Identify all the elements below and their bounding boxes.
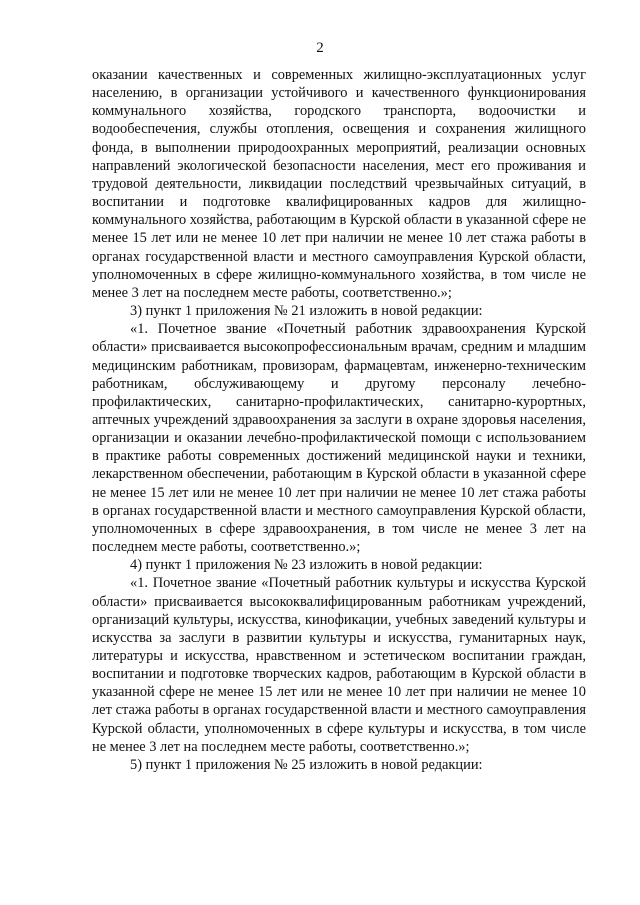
paragraph-item-4-heading: 4) пункт 1 приложения № 23 изложить в новой редакции: [130,557,483,574]
page-number: 2 [316,40,324,56]
paragraph-item-3-heading: 3) пункт 1 приложения № 21 изложить в новой редакции: [130,303,483,320]
document-body [92,66,586,774]
paragraph-culture-title: «1. Почетное звание «Почетный работник культуры и искусства Курской области» присваивается высококвалифицированным работникам учреждений, организаций культуры, искусства, кинофикации, учебных заведений культуры и искусства за заслуги в развитии культуры и искусства, гуманитарных наук, литературы и искусства, нравственном и эстетическом воспитании граждан, воспитании и подготовке творческих кадров, работающим в Курской области в указанной сфере не менее 15 лет или не менее 10 лет при наличии не менее 10 лет стажа работы в органах государственной власти и местного самоуправления Курской области, уполномоченных в сфере культуры и искусства, в том числе не менее 3 лет на последнем месте работы, соответственно.»; [92,575,586,755]
paragraph-continuation: оказании качественных и современных жилищно-эксплуатационных услуг населению, в организации устойчивого и качественного функционирования коммунального хозяйства, городского транспорта, водоочистки и водообеспечения, службы отопления, освещения и сохранения жилищного фонда, в выполнении природоохранных мероприятий, реализации основных направлений экологической безопасности населения, мест его проживания и трудовой деятельности, ликвидации последствий чрезвычайных ситуаций, в воспитании и подготовке квалифицированных кадров для жилищно-коммунального хозяйства, работающим в Курской области в указанной сфере не менее 15 лет или не менее 10 лет при наличии не менее 10 лет стажа работы в органах государственной власти и местного самоуправления Курской области, уполномоченных в сфере жилищно-коммунального хозяйства, в том числе не менее 3 лет на последнем месте работы, соответственно.»; [92,67,586,301]
paragraph-healthcare-title: «1. Почетное звание «Почетный работник здравоохранения Курской области» присваивается высокопрофессиональным врачам, средним и младшим медицинским работникам, провизорам, фармацевтам, инженерно-техническим работникам, обслуживающему и другому персоналу лечебно-профилактических, санитарно-профилактических, санитарно-курортных, аптечных учреждений здравоохранения за заслуги в охране здоровья населения, организации и оказании лечебно-профилактической помощи с использованием в практике работы современных достижений медицинской науки и техники, лекарственном обеспечении, работающим в Курской области в указанной сфере не менее 15 лет или не менее 10 лет при наличии не менее 10 лет стажа работы в органах государственной власти и местного самоуправления Курской области, уполномоченных в сфере здравоохранения, в том числе не менее 3 лет на последнем месте работы, соответственно.»; [92,321,586,556]
paragraph-item-5-heading: 5) пункт 1 приложения № 25 изложить в новой редакции: [130,756,483,773]
